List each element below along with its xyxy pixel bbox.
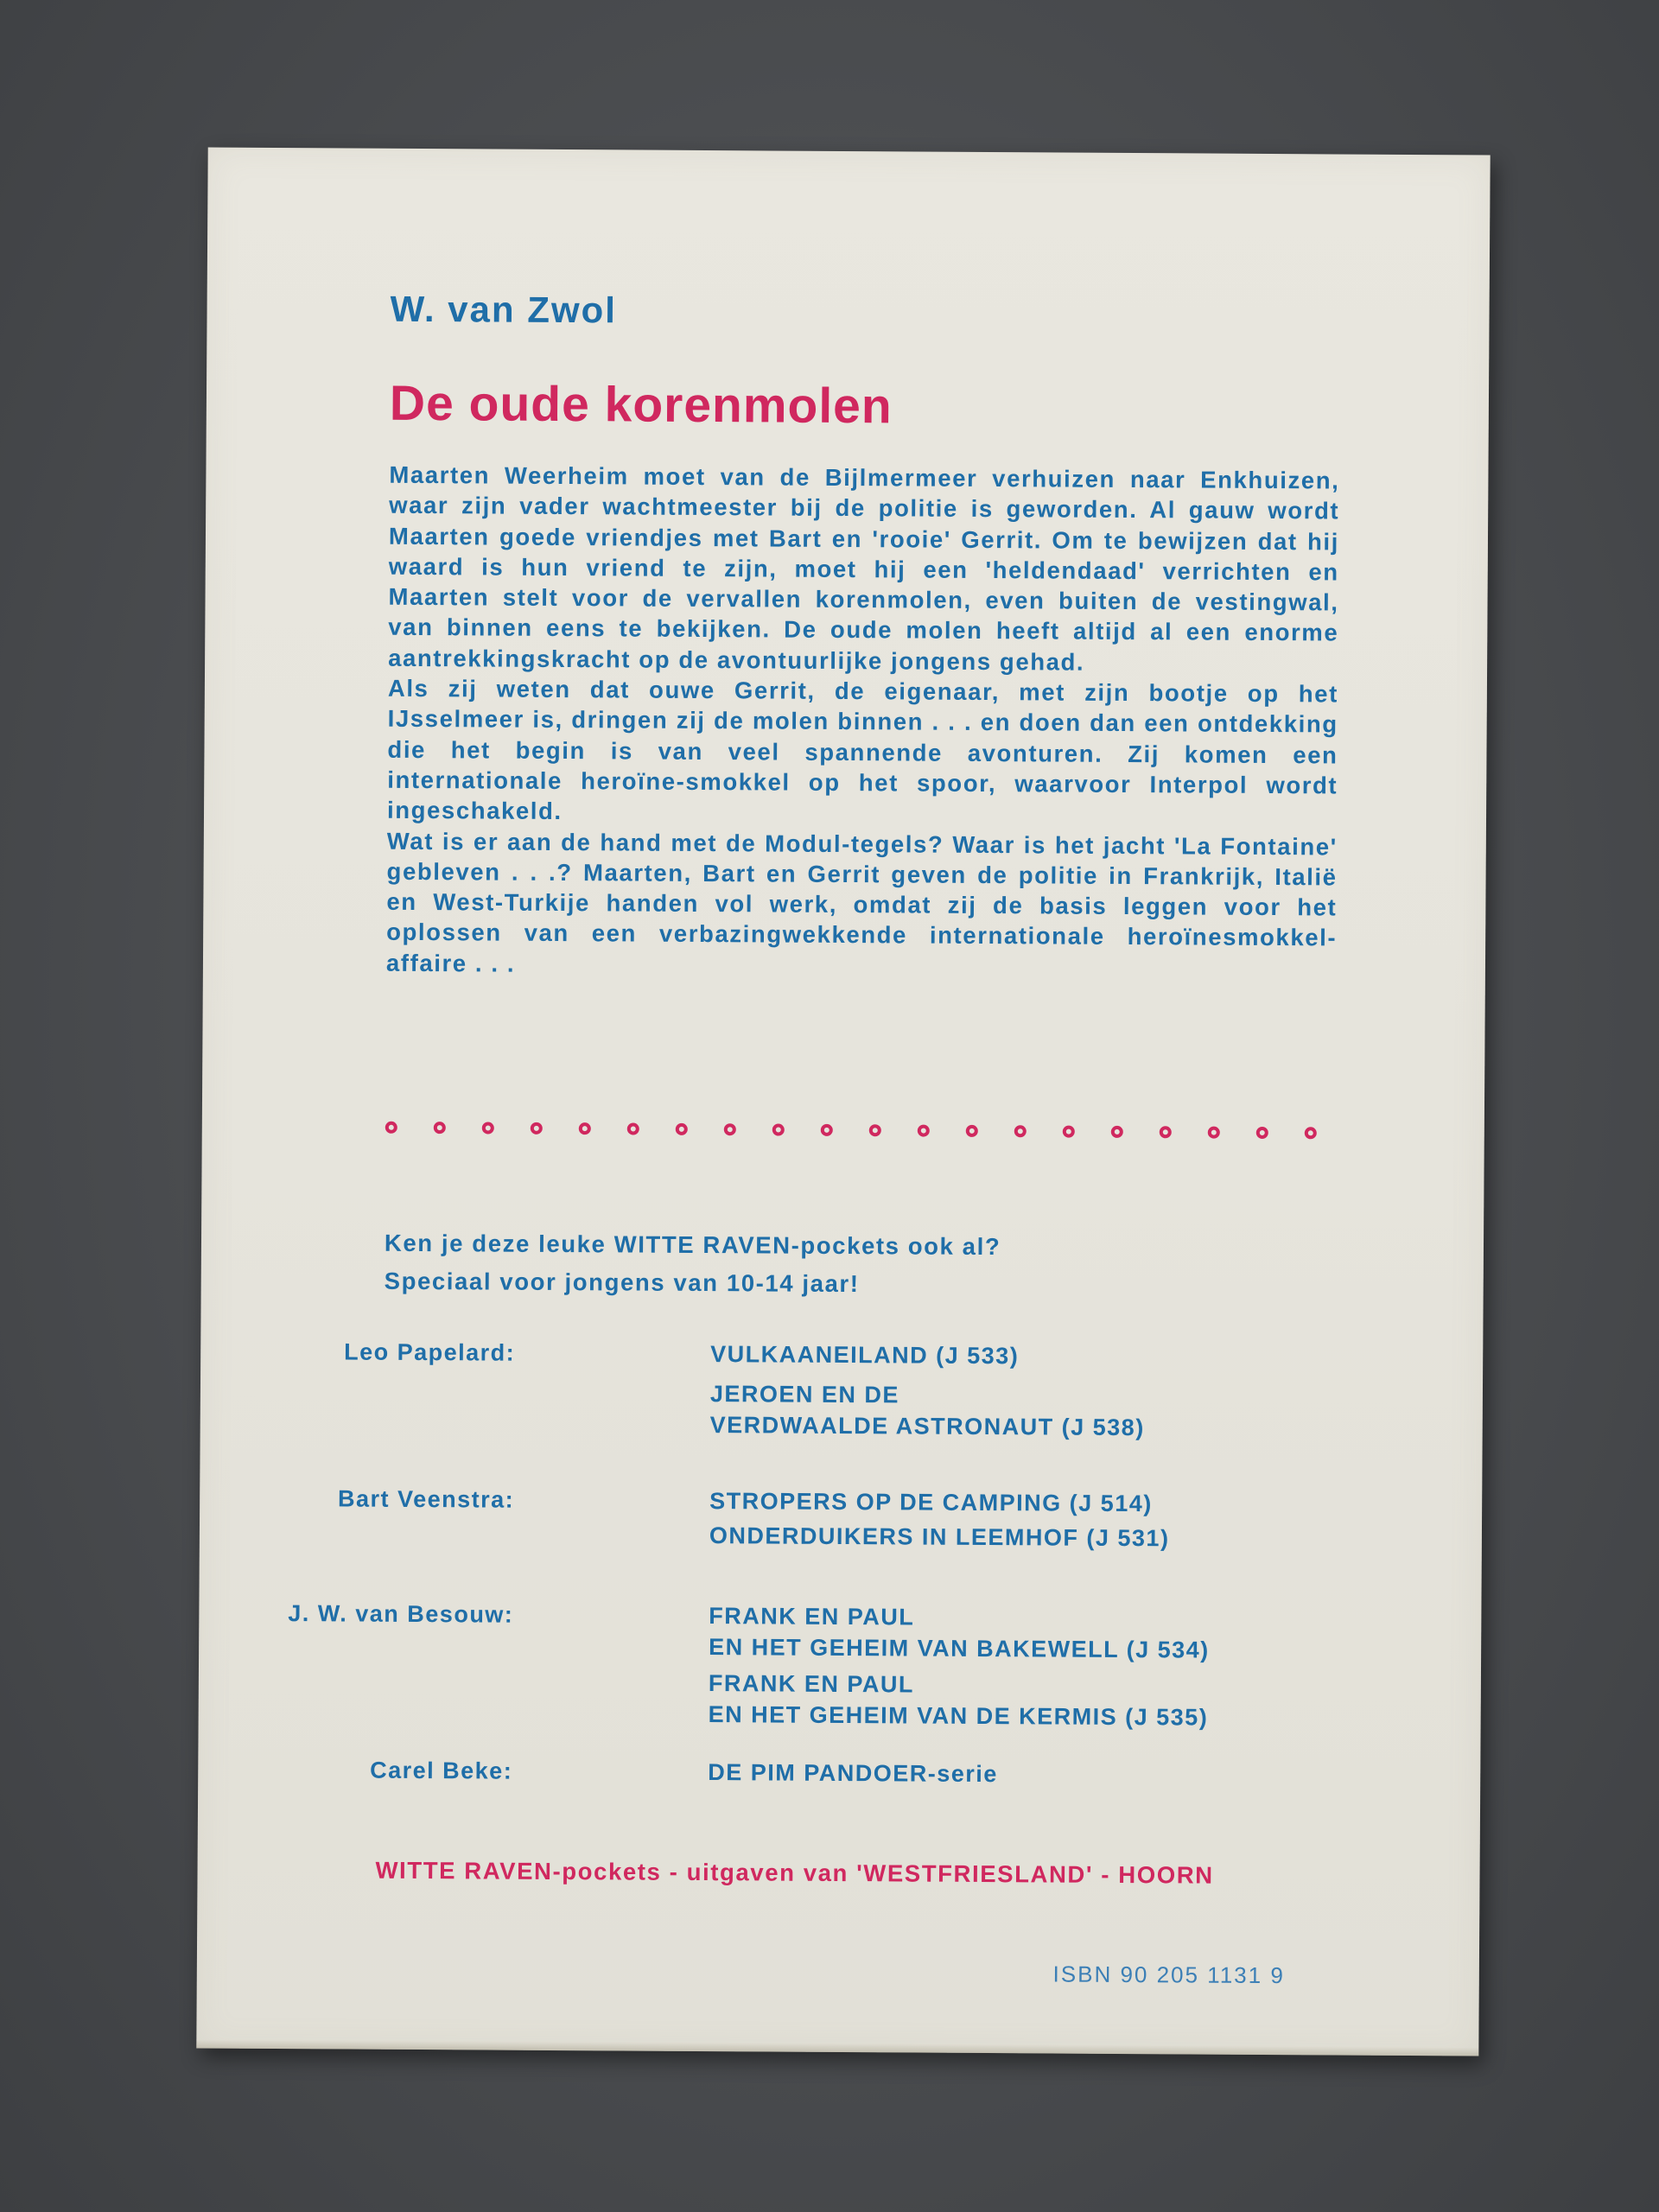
decorative-dot (676, 1123, 688, 1135)
decorative-dot (1111, 1126, 1123, 1138)
catalog-title-line: DE PIM PANDOER-serie (708, 1759, 998, 1788)
promo-line-1: Ken je deze leuke WITTE RAVEN-pockets ook al? (384, 1229, 1001, 1261)
decorative-dot (385, 1122, 397, 1134)
catalog-entry (199, 1597, 1481, 1731)
catalog-titles (709, 1485, 1170, 1554)
decorative-dot (918, 1125, 930, 1137)
catalog-title-line: VERDWAALDE ASTRONAUT (J 538) (709, 1412, 1145, 1441)
decorative-dot (1305, 1127, 1317, 1139)
book-back-cover (196, 147, 1490, 2056)
catalog-title-line: JEROEN EN DE (709, 1381, 900, 1408)
catalog-title (709, 1668, 1210, 1733)
decorative-dot (869, 1124, 881, 1136)
decorative-dot (434, 1122, 446, 1134)
catalog-title-line: EN HET GEHEIM VAN BAKEWELL (J 534) (709, 1634, 1210, 1663)
blurb-text (386, 460, 1340, 984)
publisher-footer: WITTE RAVEN-pockets - uitgaven van 'WESTFRIESLAND' - HOORN (375, 1856, 1214, 1889)
catalog-title (710, 1378, 1145, 1443)
decorative-dot (1208, 1127, 1220, 1139)
catalog-author: Bart Veenstra: (337, 1485, 515, 1513)
decorative-dot (579, 1122, 591, 1135)
catalog-entry (200, 1482, 1482, 1552)
blurb-paragraphs: Maarten Weerheim moet van de Bijlmermeer verhuizen naar Enkhuizen, waar zijn vader wachtmeester bij de politie is geworden. Al gauw wordt Maarten goede vriendjes met Bart en 'rooie' Gerrit. Om te bewijzen dat hij waard is hun vriend te zijn, moet hij een 'heldendaad' verrichten en Maarten stelt voor de vervallen korenmolen, even buiten de vestingwal, van binnen eens te bekijken. De oude molen heeft altijd al een enorme aantrekkingskracht op de avontuurlijke jongens gehad. Als zij weten dat ouwe Gerrit, de eigenaar, met zijn bootje op het IJsselmeer is, dringen zij de molen binnen . . . en doen dan een ontdekking die het begin is van veel spannende avonturen. Zij komen een internationale heroïne-smokkel op het spoor, waarvoor Interpol wordt ingeschakeld. Wat is er aan de hand met de Modul-tegels? Waar is het jacht 'La Fontaine' gebleven . . .? Maarten, Bart en Gerrit geven de politie in Frankrijk, Italië en West-Turkije handen vol werk, omdat zij de basis leggen voor het oplossen van een verbazingwekkende internationale heroïnesmokkel-affaire . . . (385, 461, 1340, 977)
book-title: De oude korenmolen (389, 375, 893, 435)
promo-text (385, 1224, 1001, 1304)
decorative-dot (966, 1125, 978, 1137)
catalog-title-line: FRANK EN PAUL (708, 1670, 914, 1698)
decorative-dot (531, 1122, 543, 1135)
decorative-dot (627, 1122, 639, 1135)
decorative-dot (724, 1123, 736, 1135)
decorative-dot (1014, 1125, 1027, 1137)
catalog-titles (710, 1338, 1146, 1443)
catalog-title-line: VULKAANEILAND (J 533) (710, 1341, 1020, 1370)
catalog-title-line: FRANK EN PAUL (709, 1603, 915, 1630)
catalog-title (709, 1485, 1170, 1519)
decorative-dot (821, 1124, 833, 1136)
isbn-number: ISBN 90 205 1131 9 (1052, 1961, 1285, 1989)
catalog-title (710, 1338, 1145, 1372)
catalog-title-line: STROPERS OP DE CAMPING (J 514) (709, 1488, 1153, 1517)
catalog-list (200, 1335, 1483, 1788)
catalog-author: Carel Beke: (370, 1757, 513, 1784)
catalog-title (709, 1600, 1210, 1666)
book-author: W. van Zwol (390, 288, 618, 331)
decorative-dot (772, 1123, 785, 1135)
catalog-titles (709, 1600, 1210, 1733)
decorative-dot (1160, 1126, 1172, 1138)
catalog-title (708, 1757, 998, 1789)
catalog-entry (200, 1335, 1483, 1441)
catalog-titles (708, 1757, 998, 1789)
decorative-dot (482, 1122, 494, 1134)
catalog-title (709, 1520, 1170, 1554)
decorative-dot (1063, 1126, 1075, 1138)
catalog-author: J. W. van Besouw: (288, 1600, 514, 1628)
catalog-author: Leo Papelard: (344, 1338, 516, 1366)
promo-line-2: Speciaal voor jongens van 10-14 jaar! (384, 1267, 860, 1298)
decorative-dot-row (385, 1122, 1317, 1140)
catalog-title-line: EN HET GEHEIM VAN DE KERMIS (J 535) (708, 1701, 1209, 1731)
catalog-title-line: ONDERDUIKERS IN LEEMHOF (J 531) (709, 1522, 1170, 1552)
decorative-dot (1256, 1127, 1268, 1139)
catalog-entry (198, 1753, 1480, 1788)
